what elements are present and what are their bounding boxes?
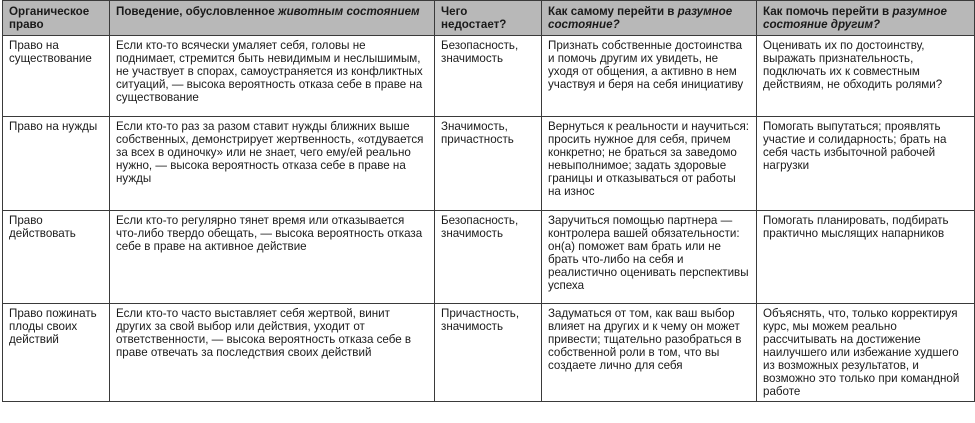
cell-behavior: Если кто-то всячески умаляет себя, головы не поднимает, стремится быть невидимым и неслышимым, не участвует в спорах, самоустраняется из конфликтных ситуаций, — высока вероятность отказа себе в праве на существование	[110, 36, 435, 117]
cell-right: Право на существование	[3, 36, 110, 117]
table-row	[3, 304, 975, 402]
cell-self: Признать собственные достоинства и помочь другим их увидеть, не уходя от общения, а активно в нем участвуя и беря на себя инициативу	[542, 36, 757, 117]
table-row	[3, 36, 975, 117]
table-row	[3, 117, 975, 211]
header-row	[3, 1, 975, 36]
header-lack: Чего недостает?	[435, 1, 542, 36]
cell-others: Помогать выпутаться; проявлять участие и солидарность; брать на себя часть избыточной рабочей нагрузки	[757, 117, 975, 211]
cell-lack: Причастность, значимость	[435, 304, 542, 402]
cell-lack: Безопасность, значимость	[435, 211, 542, 304]
header-behavior: Поведение, обусловленное животным состоянием	[110, 1, 435, 36]
table-row	[3, 211, 975, 304]
header-help-others: Как помочь перейти в разумное состояние другим?	[757, 1, 975, 36]
cell-others: Помогать планировать, подбирать практично мыслящих напарников	[757, 211, 975, 304]
cell-self: Заручиться помощью партнера — контролера вашей обязательности: он(а) поможет вам брать или не брать что-либо на себя и реалистично оценивать перспективы успеха	[542, 211, 757, 304]
cell-right: Право на нужды	[3, 117, 110, 211]
cell-right: Право действовать	[3, 211, 110, 304]
cell-lack: Значимость, причастность	[435, 117, 542, 211]
cell-behavior: Если кто-то регулярно тянет время или отказывается что-либо твердо обещать, — высока вероятность отказа себе в праве на активное действие	[110, 211, 435, 304]
cell-behavior: Если кто-то часто выставляет себя жертвой, винит других за свой выбор или действия, уходит от ответственности, — высока вероятность отказа себе в праве отвечать за последствия своих действий	[110, 304, 435, 402]
cell-behavior: Если кто-то раз за разом ставит нужды ближних выше собственных, демонстрирует жертвенность, «отдувается за всех в одиночку» или не знает, чего ему/ей реально нужно, — высока вероятность отказа себе в праве на нужды	[110, 117, 435, 211]
cell-self: Задуматься от том, как ваш выбор влияет на других и к чему он может привести; тщательно разобраться в собственной роли в том, что вы создаете лично для себя	[542, 304, 757, 402]
rights-table	[2, 0, 975, 402]
cell-others: Оценивать их по достоинству, выражать признательность, подключать их к совместным действиям, не обходить ролями?	[757, 36, 975, 117]
header-self-transition: Как самому перейти в разумное состояние?	[542, 1, 757, 36]
cell-lack: Безопасность, значимость	[435, 36, 542, 117]
table-header	[3, 1, 975, 36]
header-organic-right: Органическое право	[3, 1, 110, 36]
cell-others: Объяснять, что, только корректируя курс, мы можем реально рассчитывать на достижение наилучшего или избежание худшего из возможных результатов, и возможно это только при командной работе	[757, 304, 975, 402]
table-body	[3, 36, 975, 402]
cell-self: Вернуться к реальности и научиться: просить нужное для себя, причем конкретно; не браться за заведомо невыполнимое; задать здоровые границы и отказываться от работы на износ	[542, 117, 757, 211]
cell-right: Право пожинать плоды своих действий	[3, 304, 110, 402]
